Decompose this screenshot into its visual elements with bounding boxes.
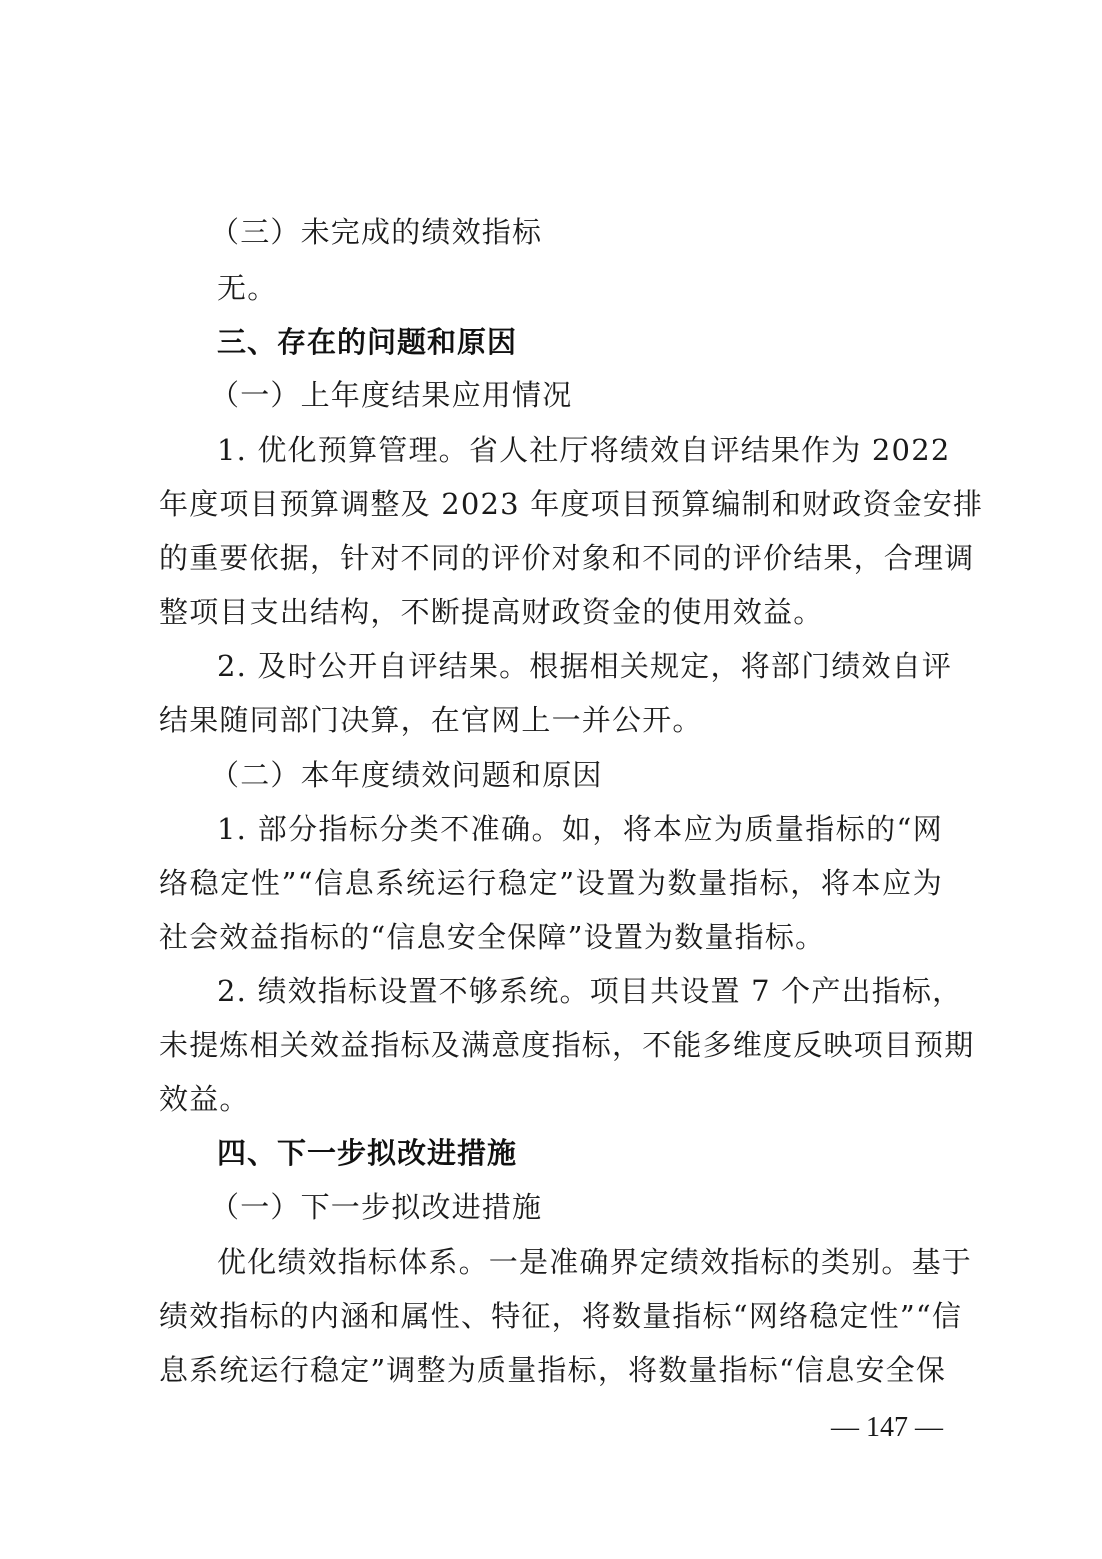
subheading-next-steps: （一）下一步拟改进措施 [210, 1190, 543, 1224]
paragraph-line: 息系统运行稳定”调整为质量指标，将数量指标“信息安全保 [159, 1353, 947, 1387]
paragraph-line: 社会效益指标的“信息安全保障”设置为数量指标。 [159, 920, 826, 954]
paragraph-line: 效益。 [159, 1082, 250, 1116]
section-heading-improvement-measures: 四、下一步拟改进措施 [217, 1136, 518, 1170]
paragraph-line: 未提炼相关效益指标及满意度指标，不能多维度反映项目预期 [159, 1028, 975, 1062]
paragraph-line: 优化绩效指标体系。一是准确界定绩效指标的类别。基于 [217, 1245, 973, 1279]
paragraph-line: 绩效指标的内涵和属性、特征，将数量指标“网络稳定性”“信 [159, 1299, 963, 1333]
section-heading-problems-and-causes: 三、存在的问题和原因 [217, 325, 518, 359]
paragraph-line: 1. 部分指标分类不准确。如，将本应为质量指标的“网 [217, 812, 943, 846]
paragraph-line: 1. 优化预算管理。省人社厅将绩效自评结果作为 2022 [217, 433, 951, 467]
subheading-last-year-results: （一）上年度结果应用情况 [210, 378, 573, 412]
paragraph-line: 结果随同部门决算，在官网上一并公开。 [159, 703, 703, 737]
paragraph-line: 的重要依据，针对不同的评价对象和不同的评价结果，合理调 [159, 541, 975, 575]
page-number: — 147 — [831, 1412, 943, 1443]
subheading-unfinished-indicators: （三）未完成的绩效指标 [210, 215, 543, 249]
paragraph-line: 整项目支出结构，不断提高财政资金的使用效益。 [159, 595, 824, 629]
paragraph-line: 年度项目预算调整及 2023 年度项目预算编制和财政资金安排 [159, 487, 984, 521]
paragraph-line: 2. 绩效指标设置不够系统。项目共设置 7 个产出指标， [217, 974, 963, 1008]
paragraph-line: 络稳定性”“信息系统运行稳定”设置为数量指标，将本应为 [159, 866, 943, 900]
subheading-this-year-problems: （二）本年度绩效问题和原因 [210, 758, 603, 792]
paragraph-line: 2. 及时公开自评结果。根据相关规定，将部门绩效自评 [217, 649, 953, 683]
paragraph-none: 无。 [217, 271, 278, 305]
